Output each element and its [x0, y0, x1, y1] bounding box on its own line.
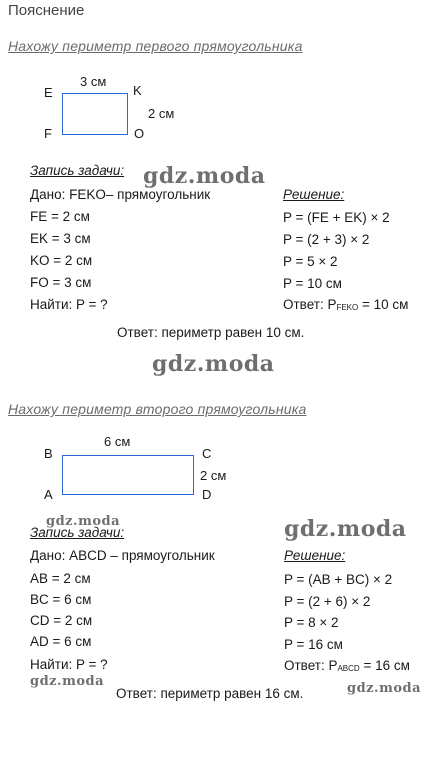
fact-1-2: EK = 3 см [30, 231, 91, 246]
fact-2-3: CD = 2 см [30, 613, 93, 628]
find-2: Найти: P = ? [30, 657, 108, 672]
right-side-length-2: 2 см [200, 468, 227, 483]
record-title-1: Запись задачи: [30, 163, 125, 178]
fact-1-1: FE = 2 см [30, 209, 90, 224]
section1-title: Нахожу периметр первого прямоугольника [8, 38, 303, 54]
step-1-3: P = 5 × 2 [283, 254, 338, 269]
given-2: Дано: ABCD – прямоугольник [30, 548, 215, 563]
section2-title: Нахожу периметр второго прямоугольника [8, 401, 307, 417]
step-2-1: P = (AB + BC) × 2 [284, 572, 393, 587]
step-1-2: P = (2 + 3) × 2 [283, 232, 370, 247]
full-answer-1: Ответ: периметр равен 10 см. [117, 325, 305, 340]
vertex-e-label: E [44, 85, 53, 100]
watermark-1: gdz.moda [143, 163, 266, 189]
top-side-length-2: 6 см [104, 434, 131, 449]
full-answer-2: Ответ: периметр равен 16 см. [116, 686, 304, 701]
watermark-5: gdz.moda [30, 674, 105, 689]
step-2-4: P = 16 см [284, 637, 343, 652]
watermark-4: gdz.moda [284, 516, 407, 542]
step-1-1: P = (FE + EK) × 2 [283, 210, 390, 225]
short-answer-1: Ответ: $P_{FEKO} = 10$ см [283, 297, 409, 312]
step-2-3: P = 8 × 2 [284, 615, 339, 630]
vertex-o-label: O [134, 126, 145, 141]
find-1: Найти: P = ? [30, 297, 108, 312]
given-1: Дано: FEKO– прямоугольник [30, 187, 211, 202]
page-header: Пояснение [8, 2, 85, 19]
watermark-3: gdz.moda [46, 514, 121, 529]
vertex-b-label: B [44, 446, 53, 461]
vertex-a-label: A [44, 487, 53, 502]
solution-title-1: Решение: [283, 187, 345, 202]
rectangle-abcd [62, 455, 194, 495]
fact-1-4: FO = 3 см [30, 275, 92, 290]
vertex-d-label: D [202, 487, 212, 502]
vertex-f-label: F [44, 126, 52, 141]
rectangle-feko [62, 93, 128, 135]
watermark-6: gdz.moda [347, 681, 422, 696]
solution-title-2: Решение: [284, 548, 346, 563]
vertex-k-label: K [133, 83, 142, 98]
record-title-2: Запись задачи: [30, 525, 125, 540]
vertex-c-label: C [202, 446, 212, 461]
watermark-2: gdz.moda [152, 351, 275, 377]
step-1-4: P = 10 см [283, 276, 342, 291]
fact-2-2: BC = 6 см [30, 592, 92, 607]
fact-1-3: KO = 2 см [30, 253, 93, 268]
short-answer-2: Ответ: $P_{ABCD} = 16$ см [284, 658, 410, 673]
fact-2-1: AB = 2 см [30, 571, 91, 586]
right-side-length: 2 см [148, 106, 175, 121]
top-side-length: 3 см [80, 74, 107, 89]
fact-2-4: AD = 6 см [30, 634, 92, 649]
step-2-2: P = (2 + 6) × 2 [284, 594, 371, 609]
